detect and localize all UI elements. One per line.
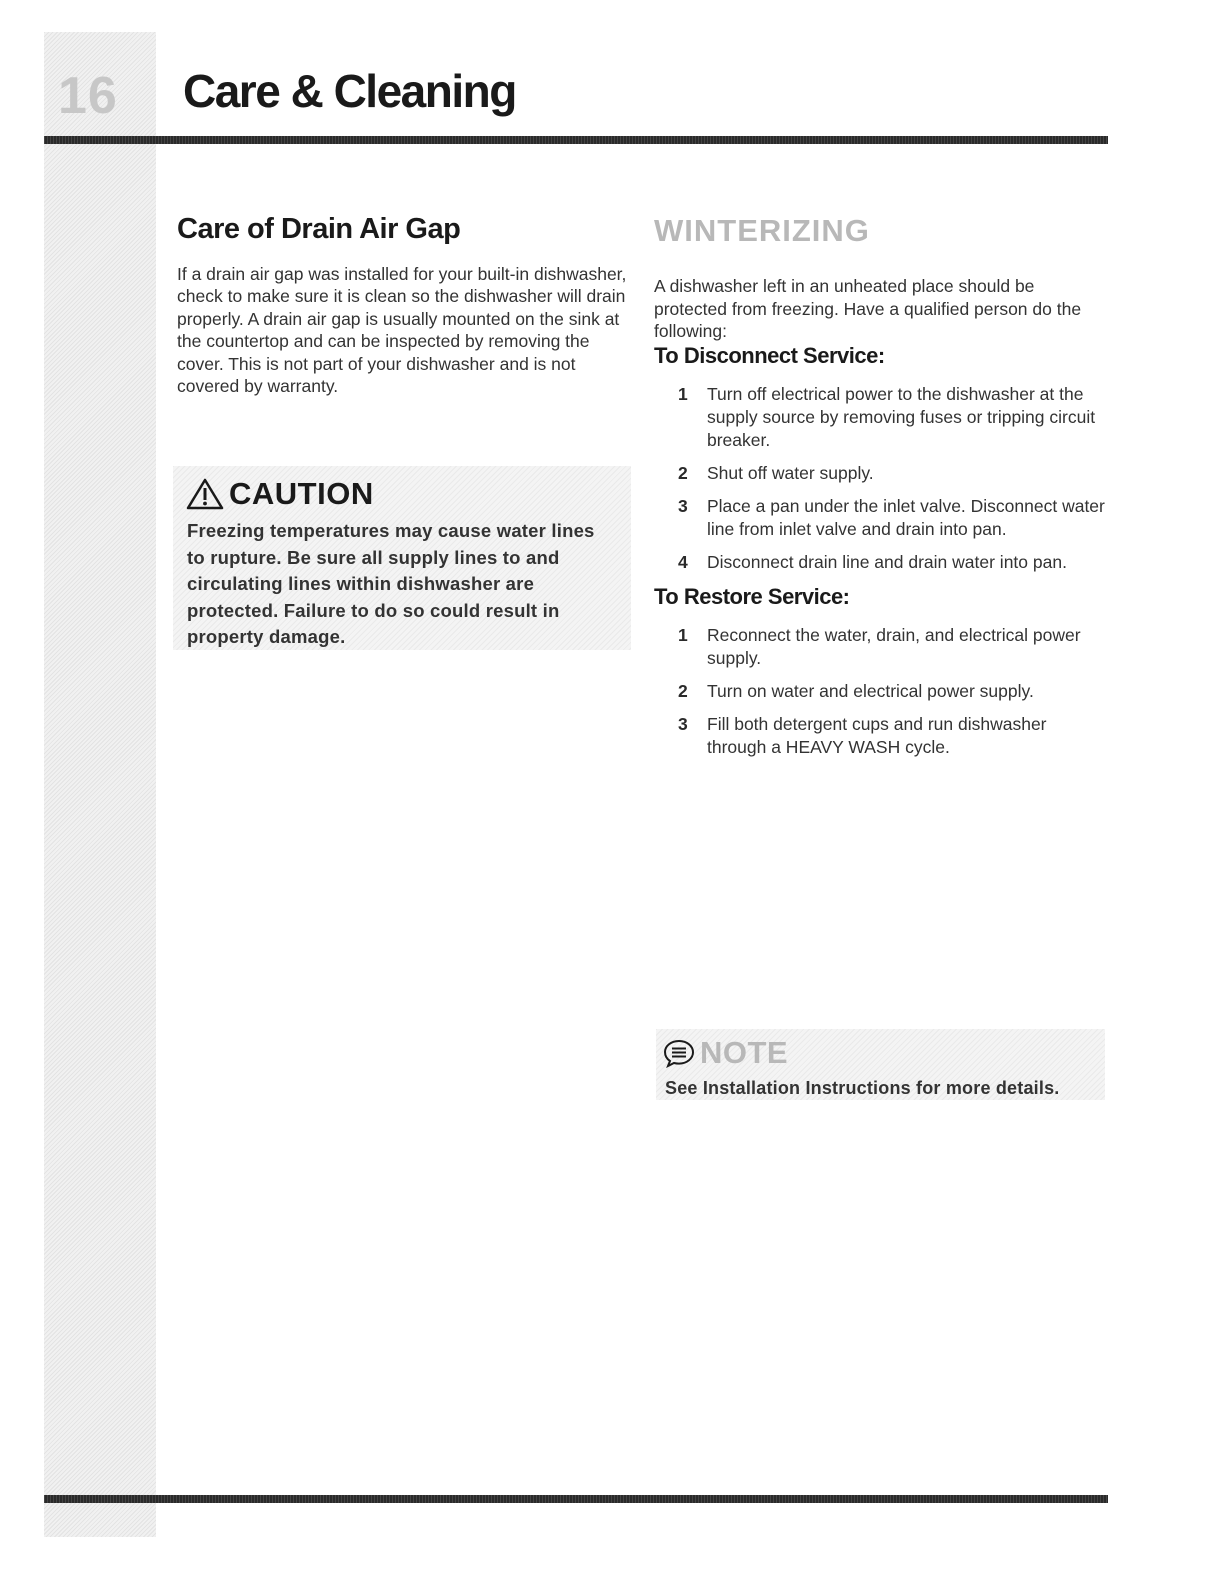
step-number: 1 [678, 624, 688, 645]
warning-triangle-icon [185, 477, 225, 511]
step-number: 2 [678, 680, 688, 701]
left-column [177, 214, 629, 398]
list-item [654, 680, 1109, 703]
note-title: NOTE [700, 1035, 789, 1070]
list-item [654, 383, 1109, 452]
step-text: Turn off electrical power to the dishwasher at the supply source by removing fuses or tripping circuit breaker. [707, 383, 1096, 450]
list-item [654, 551, 1109, 574]
list-item [654, 462, 1109, 485]
header-rule [44, 136, 1108, 144]
footer-rule [44, 1495, 1108, 1503]
decorative-side-strip [44, 32, 156, 1537]
step-text: Disconnect drain line and drain water into pan. [707, 551, 1067, 572]
disconnect-steps [654, 383, 1109, 574]
step-number: 3 [678, 713, 688, 734]
step-text: Place a pan under the inlet valve. Disconnect water line from inlet valve and drain into pan. [707, 495, 1105, 539]
step-number: 3 [678, 495, 688, 516]
step-text: Shut off water supply. [707, 462, 874, 483]
list-item [654, 624, 1109, 670]
note-box [656, 1029, 1105, 1100]
list-item [654, 495, 1109, 541]
restore-steps [654, 624, 1109, 759]
page-number: 16 [58, 67, 118, 125]
step-text: Fill both detergent cups and run dishwasher through a HEAVY WASH cycle. [707, 713, 1047, 757]
air-gap-paragraph: If a drain air gap was installed for your built-in dishwasher, check to make sure it is clean so the dishwasher will drain properly. A drain air gap is usually mounted on the sink at the countertop and can be inspected by removing the cover. This is not part of your dishwasher and is not covered by warranty. [177, 263, 627, 397]
restore-heading: To Restore Service: [654, 583, 850, 609]
step-number: 4 [678, 551, 688, 572]
list-item [654, 713, 1109, 759]
step-text: Reconnect the water, drain, and electrical power supply. [707, 624, 1081, 668]
air-gap-heading: Care of Drain Air Gap [177, 213, 461, 245]
page-title: Care & Cleaning [183, 65, 516, 117]
caution-box [173, 466, 631, 650]
winterizing-heading: WINTERIZING [654, 213, 870, 248]
note-text: See Installation Instructions for more details. [665, 1078, 1060, 1098]
note-icon [662, 1038, 696, 1068]
step-number: 1 [678, 383, 688, 404]
right-column [654, 214, 1109, 769]
caution-text: Freezing temperatures may cause water lines to rupture. Be sure all supply lines to and circulating lines within dishwasher are protected. Failure to do so could result in property damage. [187, 520, 595, 647]
note-header [662, 1035, 788, 1071]
caution-title: CAUTION [229, 476, 374, 511]
step-number: 2 [678, 462, 688, 483]
winterizing-paragraph: A dishwasher left in an unheated place should be protected from freezing. Have a qualified person do the following: [654, 276, 1082, 342]
disconnect-heading: To Disconnect Service: [654, 342, 885, 368]
step-text: Turn on water and electrical power supply. [707, 680, 1034, 701]
caution-header [185, 476, 374, 512]
